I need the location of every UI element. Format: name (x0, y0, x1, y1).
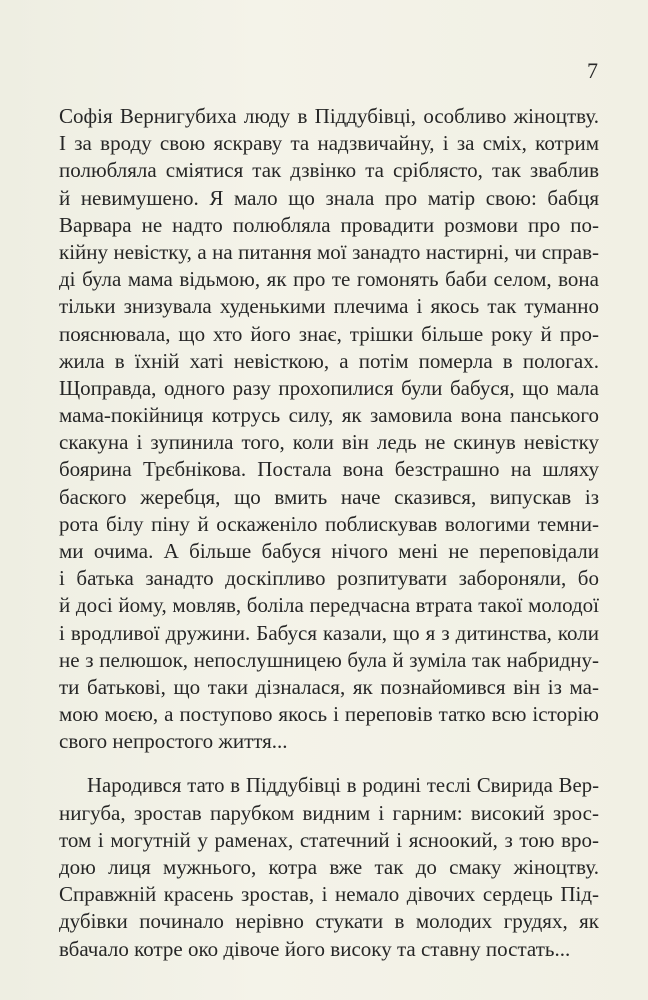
text-line: І за вроду свою яскраву та надзвичайну, і за сміх, котрим (59, 131, 599, 156)
text-line: мою моєю, а поступово якось і переповів татко всю історію (59, 702, 599, 727)
paragraph-spacer (59, 756, 599, 773)
text-line: нигуба, зростав парубком видним і гарним: високий зрос- (59, 800, 599, 825)
text-line: дою лиця мужнього, котра вже так до смаку жіноцтву. (59, 855, 599, 880)
text-line: кійну невістку, а на питання мої занадто настирні, чи справ- (59, 239, 599, 264)
text-line: том і могутній у раменах, статечний і ясноокий, з тою вро- (59, 827, 599, 852)
page-text (59, 103, 599, 963)
text-line: ді була мама відьмою, як про те гомонять баби селом, вона (59, 267, 599, 292)
text-line: Народився тато в Піддубівці в родині теслі Свирида Вер- (87, 774, 599, 797)
text-line: й невимушено. Я мало що знала про матір свою: бабця (59, 185, 599, 210)
paragraph-2 (59, 773, 599, 963)
text-line: Щоправда, одного разу прохопилися були бабуся, що мала (59, 375, 599, 400)
text-line: і вродливої дружини. Бабуся казали, що я з дитинства, коли (59, 620, 599, 645)
text-line: тільки знизувала худенькими плечима і якось так туманно (59, 294, 599, 319)
text-line: рота білу піну й оскаженіло поблискував вологими темни- (59, 511, 599, 536)
text-line: жила в їхній хаті невісткою, а потім померла в пологах. (59, 348, 599, 373)
text-line: ти батькові, що таки дізналася, як познайомився він із ма- (59, 674, 599, 699)
text-line: дубівки починало нерівно стукати в молодих грудях, як (59, 909, 599, 934)
text-line: свого непростого життя... (59, 729, 288, 754)
text-line: вбачало котре око дівоче його високу та ставну постать... (59, 936, 571, 961)
text-line: баского жеребця, що вмить наче сказився, випускав із (59, 484, 599, 509)
text-line: мама-покійниця котрусь силу, як замовила вона панського (59, 403, 599, 428)
text-line: полюбляла сміятися так дзвінко та сріблясто, так зваблив (59, 158, 599, 183)
text-line: не з пелюшок, непослушницею була й зуміла так набридну- (59, 647, 599, 672)
text-line: скакуна і зупинила того, коли він ледь не скинув невістку (59, 430, 599, 455)
text-line: Варвара не надто полюбляла провадити розмови про по- (59, 212, 599, 237)
text-line: Справжній красень зростав, і немало дівочих сердець Під- (59, 882, 599, 907)
text-line: ми очима. А більше бабуся нічого мені не переповідали (59, 539, 599, 563)
text-line: боярина Трєбнікова. Постала вона безстрашно на шляху (59, 457, 599, 482)
text-line: пояснювала, що хто його знає, трішки більше року й про- (59, 321, 599, 346)
paragraph-1 (59, 103, 599, 756)
page-number: 7 (587, 58, 598, 83)
text-line: і батька занадто доскіпливо розпитувати забороняли, бо (59, 566, 599, 591)
text-line: Софія Вернигубиха люду в Піддубівці, особливо жіноцтву. (59, 104, 599, 128)
text-line: й досі йому, мовляв, боліла передчасна втрата такої молодої (59, 593, 599, 618)
